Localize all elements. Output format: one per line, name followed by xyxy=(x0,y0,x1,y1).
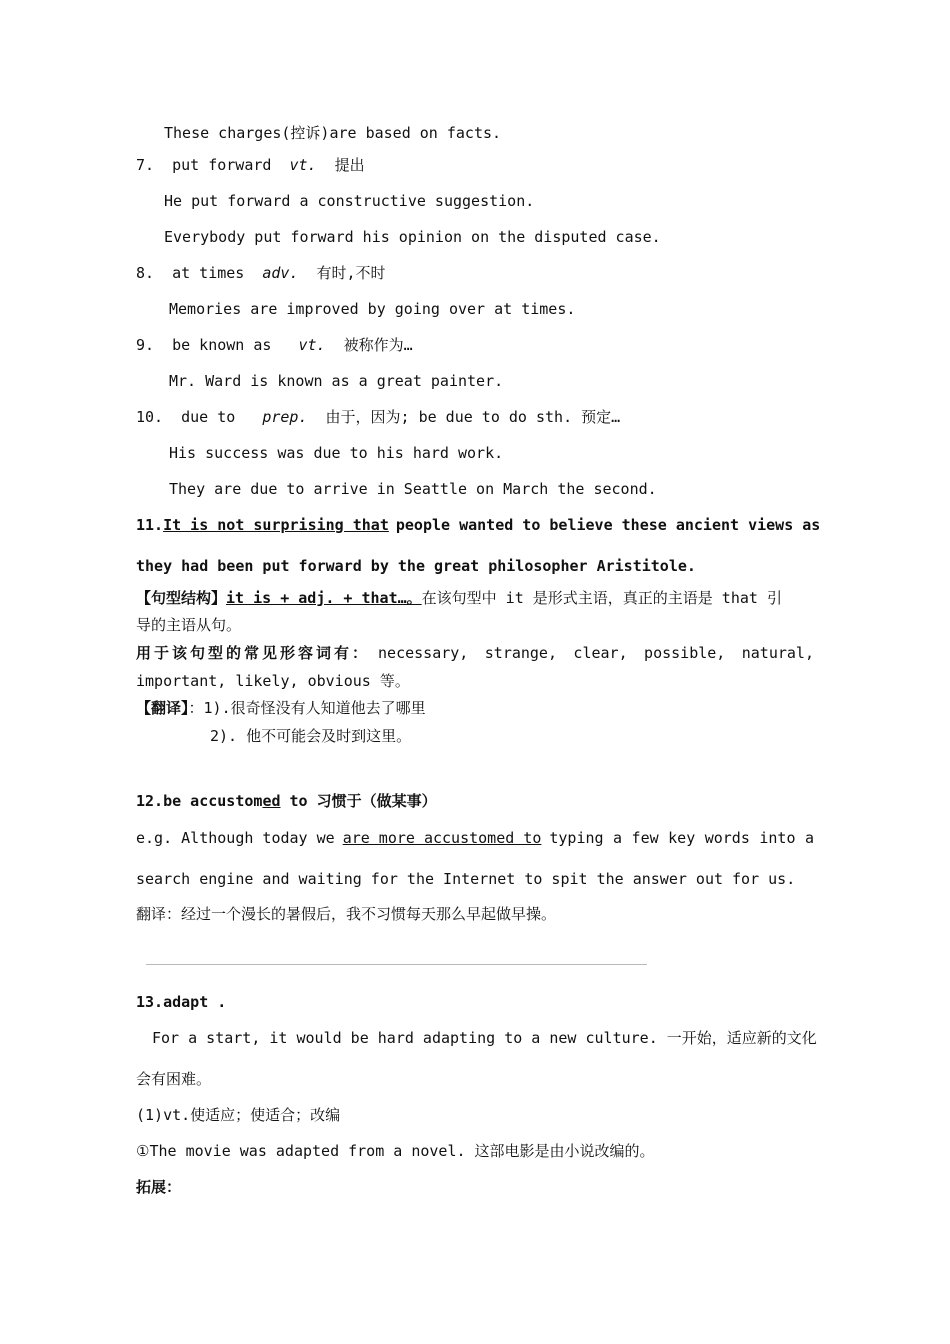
example-sentence: Everybody put forward his opinion on the disputed case. xyxy=(164,228,661,246)
entry-phrase: put forward xyxy=(172,156,272,174)
example-sentence-12-line2: search engine and waiting for the Internet to spit the answer out for us. xyxy=(136,870,796,888)
entry-pos: vt. xyxy=(298,336,326,354)
adjectives-label: 用于该句型的常见形容词有： xyxy=(136,644,371,662)
entry-pos: vt. xyxy=(289,156,317,174)
entry-pos: prep. xyxy=(262,408,308,426)
entry-phrase: be known as xyxy=(172,336,272,354)
example-sentence: His success was due to his hard work. xyxy=(169,444,504,462)
key-sentence-structure: It is not surprising that xyxy=(163,516,389,534)
example-prefix: e.g. Although today we xyxy=(136,829,335,847)
key-sentence-11-line1 xyxy=(136,515,821,535)
example-sentence: Mr. Ward is known as a great painter. xyxy=(169,372,504,390)
example-sentence: They are due to arrive in Seattle on March the second. xyxy=(169,480,657,498)
sentence-structure-note xyxy=(136,588,782,608)
example-sentence: Memories are improved by going over at times. xyxy=(169,300,576,318)
structure-explanation-cont: 导的主语从句。 xyxy=(136,616,242,634)
translation-exercise xyxy=(136,698,426,718)
example-underlined: are more accustomed to xyxy=(342,829,542,847)
section-divider xyxy=(146,964,647,965)
translate-item-2: 2). 他不可能会及时到这里。 xyxy=(210,727,412,745)
example-sentence-13: For a start, it would be hard adapting to a new culture. 一开始，适应新的文化 xyxy=(152,1029,817,1047)
entry-phrase: due to xyxy=(181,408,236,426)
entry-number: 8. xyxy=(136,264,155,282)
example-sentence: These charges(控诉)are based on facts. xyxy=(164,124,502,142)
translation-exercise-12: 翻译：经过一个漫长的暑假后，我不习惯每天那么早起做早操。 xyxy=(136,905,557,923)
entry-number: 11. xyxy=(136,516,164,534)
example-sentence-13-cont: 会有困难。 xyxy=(136,1070,212,1088)
vocab-entry-12 xyxy=(136,791,437,811)
example-suffix: typing a few key words into a xyxy=(549,829,814,847)
entry-number: 7. xyxy=(136,156,155,174)
entry-meaning: 提出 xyxy=(334,156,365,174)
translate-label: 【翻译】 xyxy=(136,699,189,717)
entry-heading: 12.be accustom xyxy=(136,792,263,810)
structure-formula: it is + adj. + that…。 xyxy=(226,589,422,607)
structure-label: 【句型结构】 xyxy=(136,589,227,607)
vocab-entry-9 xyxy=(136,335,413,355)
entry-meaning: 有时,不时 xyxy=(316,264,386,282)
entry-pos: adv. xyxy=(262,264,299,282)
vocab-entry-7 xyxy=(136,155,365,175)
vocab-entry-13: 13.adapt . xyxy=(136,993,227,1011)
entry-heading-meaning: to 习惯于（做某事） xyxy=(280,792,437,810)
structure-explanation: 在该句型中 it 是形式主语，真正的主语是 that 引 xyxy=(421,589,782,607)
vocab-entry-10 xyxy=(136,407,620,427)
example-sentence: He put forward a constructive suggestion. xyxy=(164,192,535,210)
common-adjectives-line1 xyxy=(136,643,814,663)
entry-number: 10. xyxy=(136,408,164,426)
entry-meaning: 被称作为… xyxy=(343,336,413,354)
extension-label: 拓展： xyxy=(136,1178,182,1196)
vocab-entry-8 xyxy=(136,263,386,283)
common-adjectives-line2: important, likely, obvious 等。 xyxy=(136,672,410,690)
entry-phrase: at times xyxy=(172,264,245,282)
sense-1: (1)vt.使适应；使适合；改编 xyxy=(136,1106,341,1124)
entry-meaning: 由于，因为; be due to do sth. 预定… xyxy=(325,408,621,426)
translate-item-1: ：1).很奇怪没有人知道他去了哪里 xyxy=(188,699,426,717)
entry-heading-underlined: ed xyxy=(262,792,281,810)
example-sentence-12-line1 xyxy=(136,828,814,848)
entry-number: 9. xyxy=(136,336,155,354)
adjectives-list: necessary, strange, clear, possible, natural, xyxy=(378,644,814,662)
key-sentence-rest: people wanted to believe these ancient views as xyxy=(395,516,821,534)
key-sentence-11-line2: they had been put forward by the great philosopher Aristitole. xyxy=(136,557,696,575)
sense-1-example: ①The movie was adapted from a novel. 这部电影是由小说改编的。 xyxy=(136,1142,655,1160)
